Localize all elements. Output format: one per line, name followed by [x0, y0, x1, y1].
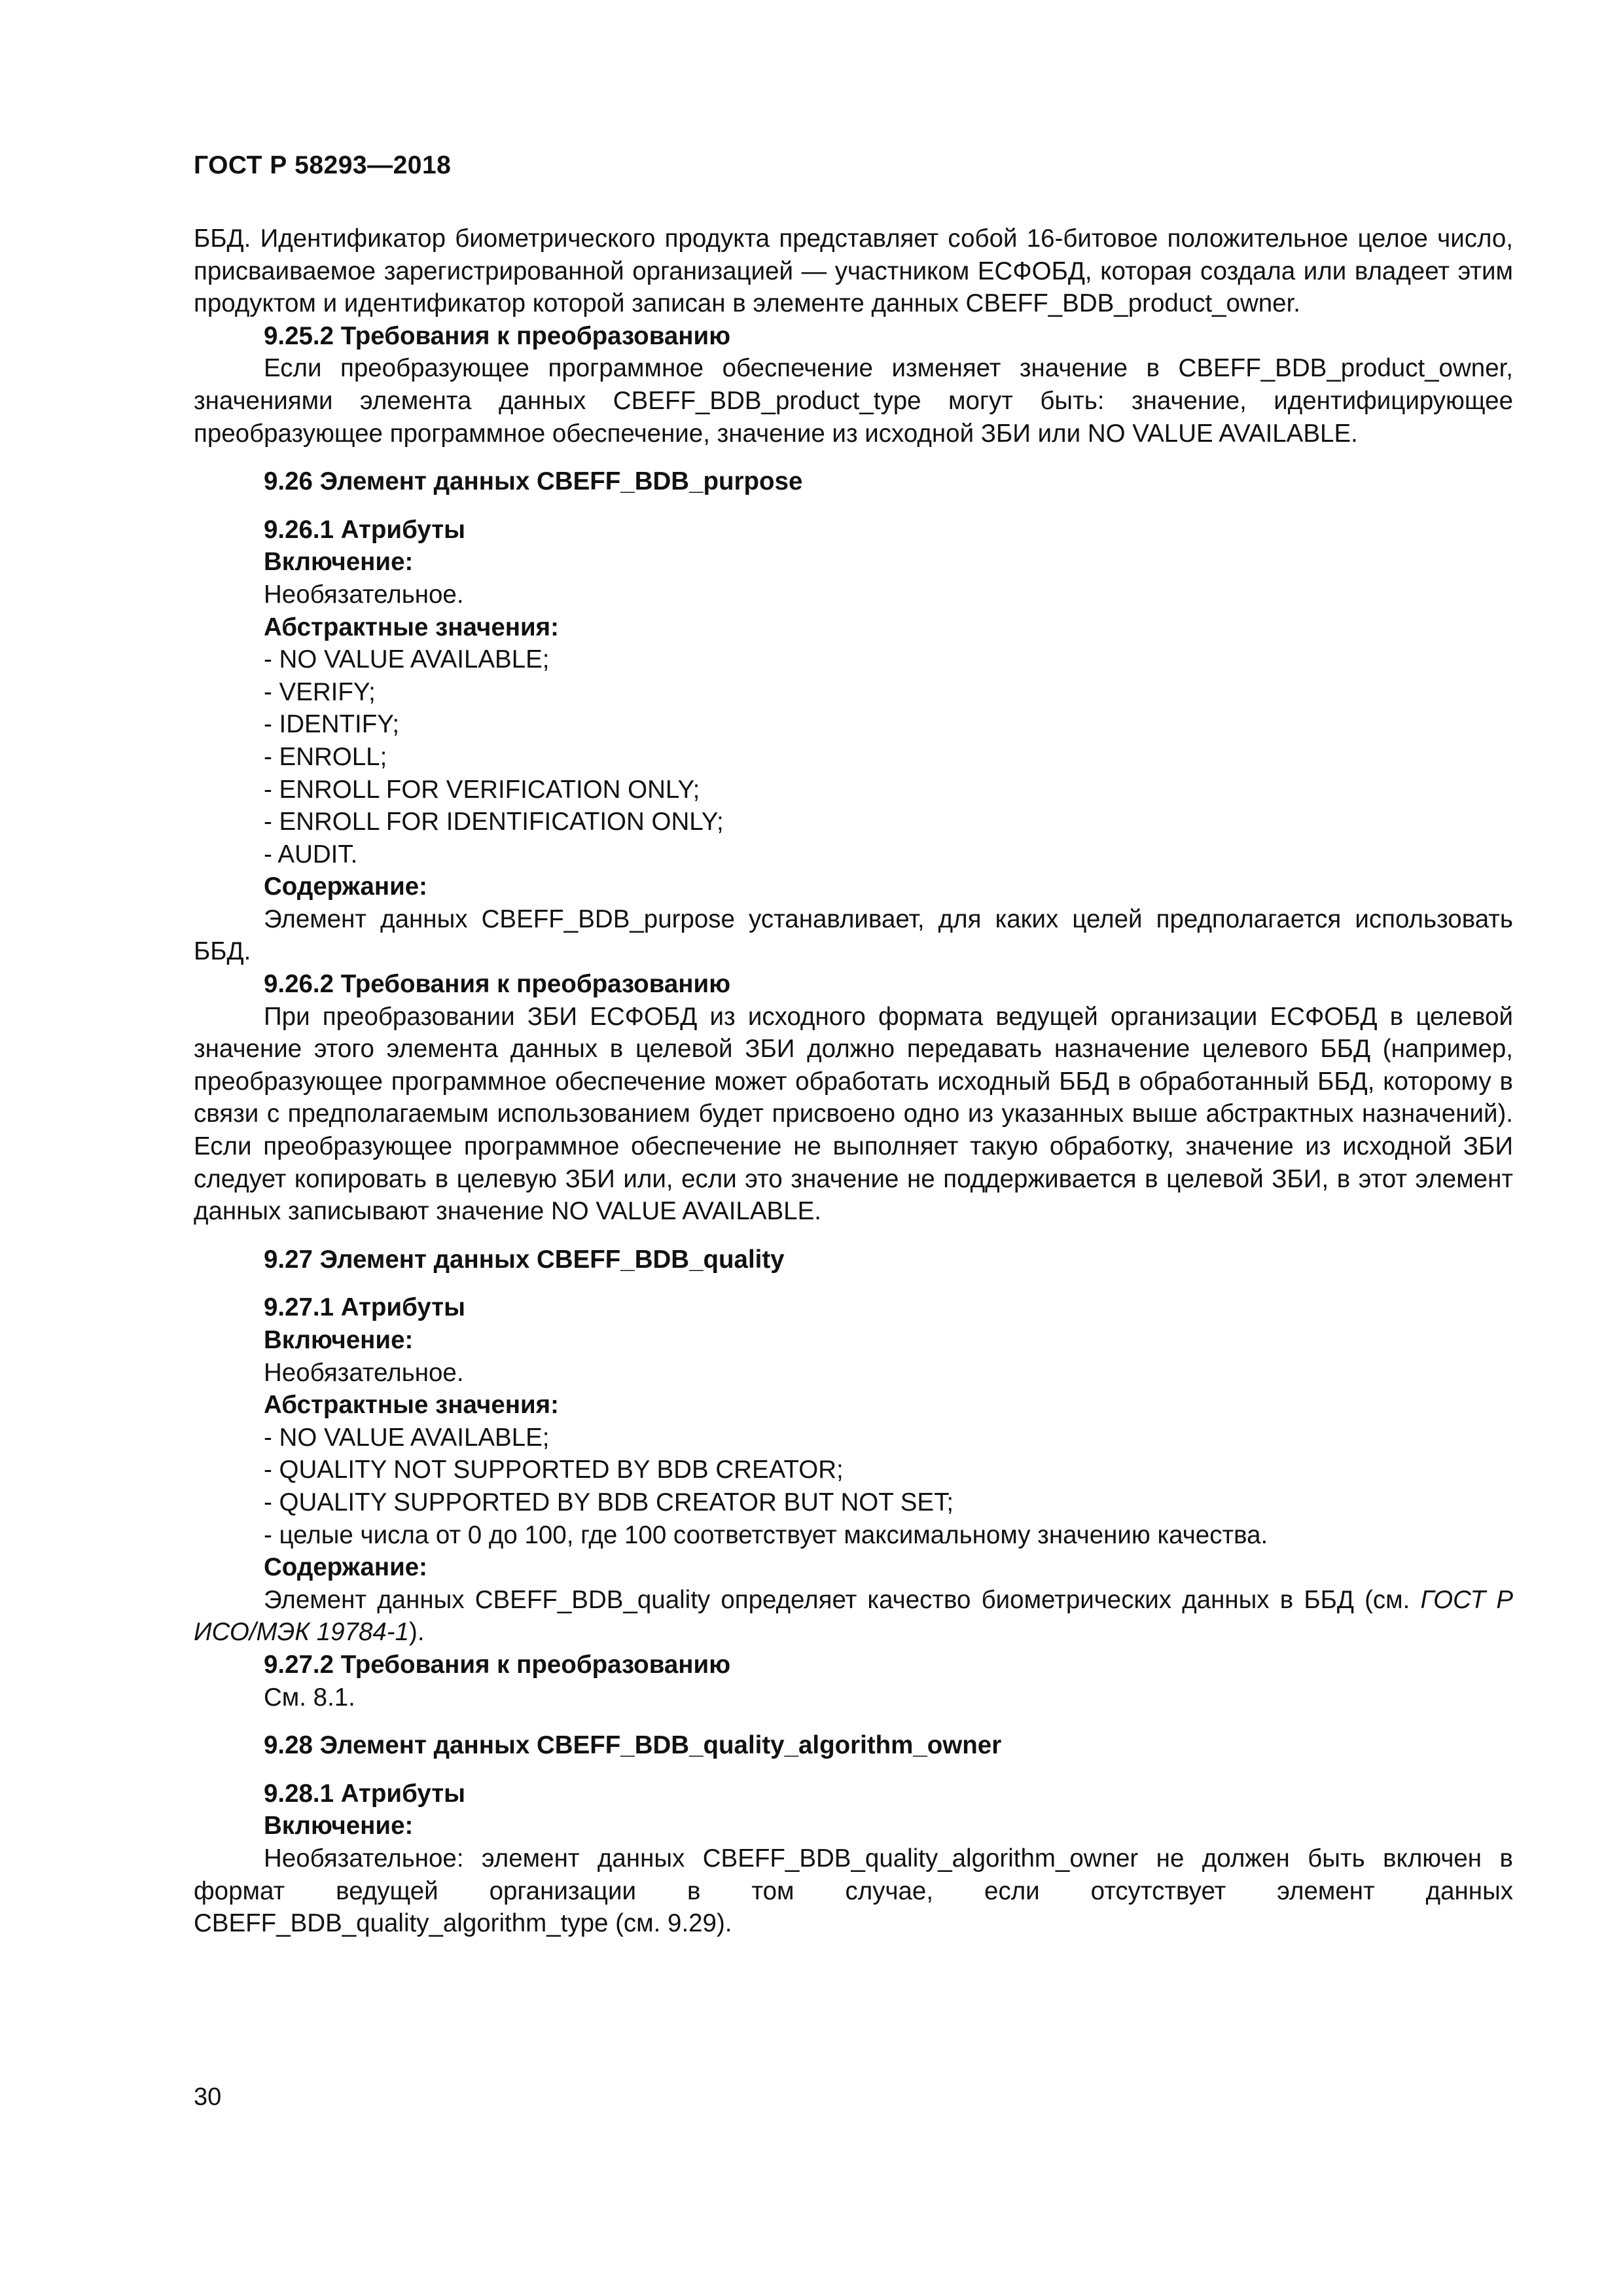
section-9-28-inclusion-text: Необязательное: элемент данных CBEFF_BDB_quality_algorithm_owner не должен быть включен в формат ведущей организации в том случае, если отсутствует элемент данных CBEFF_BDB_quality_algorithm_type (см. 9.29).	[194, 1844, 1513, 1938]
list-item: - AUDIT.	[264, 840, 358, 869]
list-item: - NO VALUE AVAILABLE;	[264, 645, 550, 674]
section-9-25-2-heading: 9.25.2 Требования к преобразованию	[264, 321, 731, 350]
section-9-26-title: 9.26 Элемент данных CBEFF_BDB_purpose	[264, 467, 803, 496]
content-text-after: ).	[409, 1618, 425, 1647]
section-9-26-content-text: Элемент данных CBEFF_BDB_purpose устанавливает, для каких целей предполагается использовать ББД.	[194, 905, 1513, 966]
section-9-27-1-heading: 9.27.1 Атрибуты	[264, 1293, 465, 1322]
list-item: - VERIFY;	[264, 677, 376, 706]
list-item: - IDENTIFY;	[264, 710, 400, 739]
section-9-28-1-heading: 9.28.1 Атрибуты	[264, 1779, 465, 1808]
section-9-26-2-text: При преобразовании ЗБИ ЕСФОБД из исходного формата ведущей организации ЕСФОБД в целевой значение этого элемента данных в целевой ЗБИ должно передавать назначение целевого ББД (например, преобразующее программное обеспечение может обработать исходный ББД в обработанный ББД, которому в связи с предполагаемым использованием будет присвоено одно из указанных выше абстрактных назначений). Если преобразующее программное обеспечение не выполняет такую обработку, значение из исходной ЗБИ следует копировать в целевую ЗБИ или, если это значение не поддерживается в целевой ЗБИ, в этот элемент данных записывают значение NO VALUE AVAILABLE.	[194, 1002, 1513, 1226]
section-9-27-content-label: Содержание:	[264, 1553, 428, 1582]
list-item: - ENROLL;	[264, 742, 387, 771]
section-9-25-continuation-text: ББД. Идентификатор биометрического продукта представляет собой 16-битовое положительное целое число, присваиваемое зарегистрированной организацией — участником ЕСФОБД, которая создала или владеет этим продуктом и идентификатор которой записан в элементе данных CBEFF_BDB_product_owner.	[194, 224, 1513, 318]
section-9-27-inclusion-value: Необязательное.	[264, 1358, 464, 1387]
document-header: ГОСТ Р 58293—2018	[194, 151, 452, 179]
section-9-27-2-heading: 9.27.2 Требования к преобразованию	[264, 1650, 731, 1679]
section-9-27-content-text	[194, 1584, 1513, 1649]
section-9-28-title: 9.28 Элемент данных CBEFF_BDB_quality_algorithm_owner	[264, 1731, 1002, 1760]
section-9-27-title: 9.27 Элемент данных CBEFF_BDB_quality	[264, 1245, 785, 1274]
page-body	[194, 223, 1513, 1940]
section-9-27-2-text: См. 8.1.	[264, 1683, 355, 1712]
page-number: 30	[194, 2083, 222, 2111]
list-item: - ENROLL FOR IDENTIFICATION ONLY;	[264, 808, 724, 836]
section-9-26-inclusion-label: Включение:	[264, 548, 414, 577]
section-9-28-inclusion-label: Включение:	[264, 1812, 414, 1840]
list-item: - QUALITY SUPPORTED BY BDB CREATOR BUT NOT SET;	[264, 1488, 954, 1516]
section-9-27-abstract-label: Абстрактные значения:	[264, 1391, 559, 1420]
list-item: - QUALITY NOT SUPPORTED BY BDB CREATOR;	[264, 1456, 844, 1484]
list-item: - целые числа от 0 до 100, где 100 соответствует максимальному значению качества.	[264, 1520, 1268, 1549]
list-item: - NO VALUE AVAILABLE;	[264, 1423, 550, 1452]
section-9-26-1-heading: 9.26.1 Атрибуты	[264, 515, 465, 544]
section-9-26-content-label: Содержание:	[264, 872, 428, 901]
section-9-25-2-text: Если преобразующее программное обеспечение изменяет значение в CBEFF_BDB_product_owner, значениями элемента данных CBEFF_BDB_product_type могут быть: значение, идентифицирующее преобразующее программное обеспечение, значение из исходной ЗБИ или NO VALUE AVAILABLE.	[194, 354, 1513, 448]
section-9-26-2-heading: 9.26.2 Требования к преобразованию	[264, 970, 731, 999]
section-9-26-inclusion-value: Необязательное.	[264, 580, 464, 609]
content-text-before: Элемент данных CBEFF_BDB_quality определяет качество биометрических данных в ББД (см.	[264, 1585, 1421, 1614]
standard-reference: ГОСТ Р ИСО/МЭК 19784-1	[194, 1585, 1513, 1647]
section-9-27-inclusion-label: Включение:	[264, 1326, 414, 1354]
list-item: - ENROLL FOR VERIFICATION ONLY;	[264, 775, 700, 804]
section-9-26-abstract-label: Абстрактные значения:	[264, 613, 559, 641]
